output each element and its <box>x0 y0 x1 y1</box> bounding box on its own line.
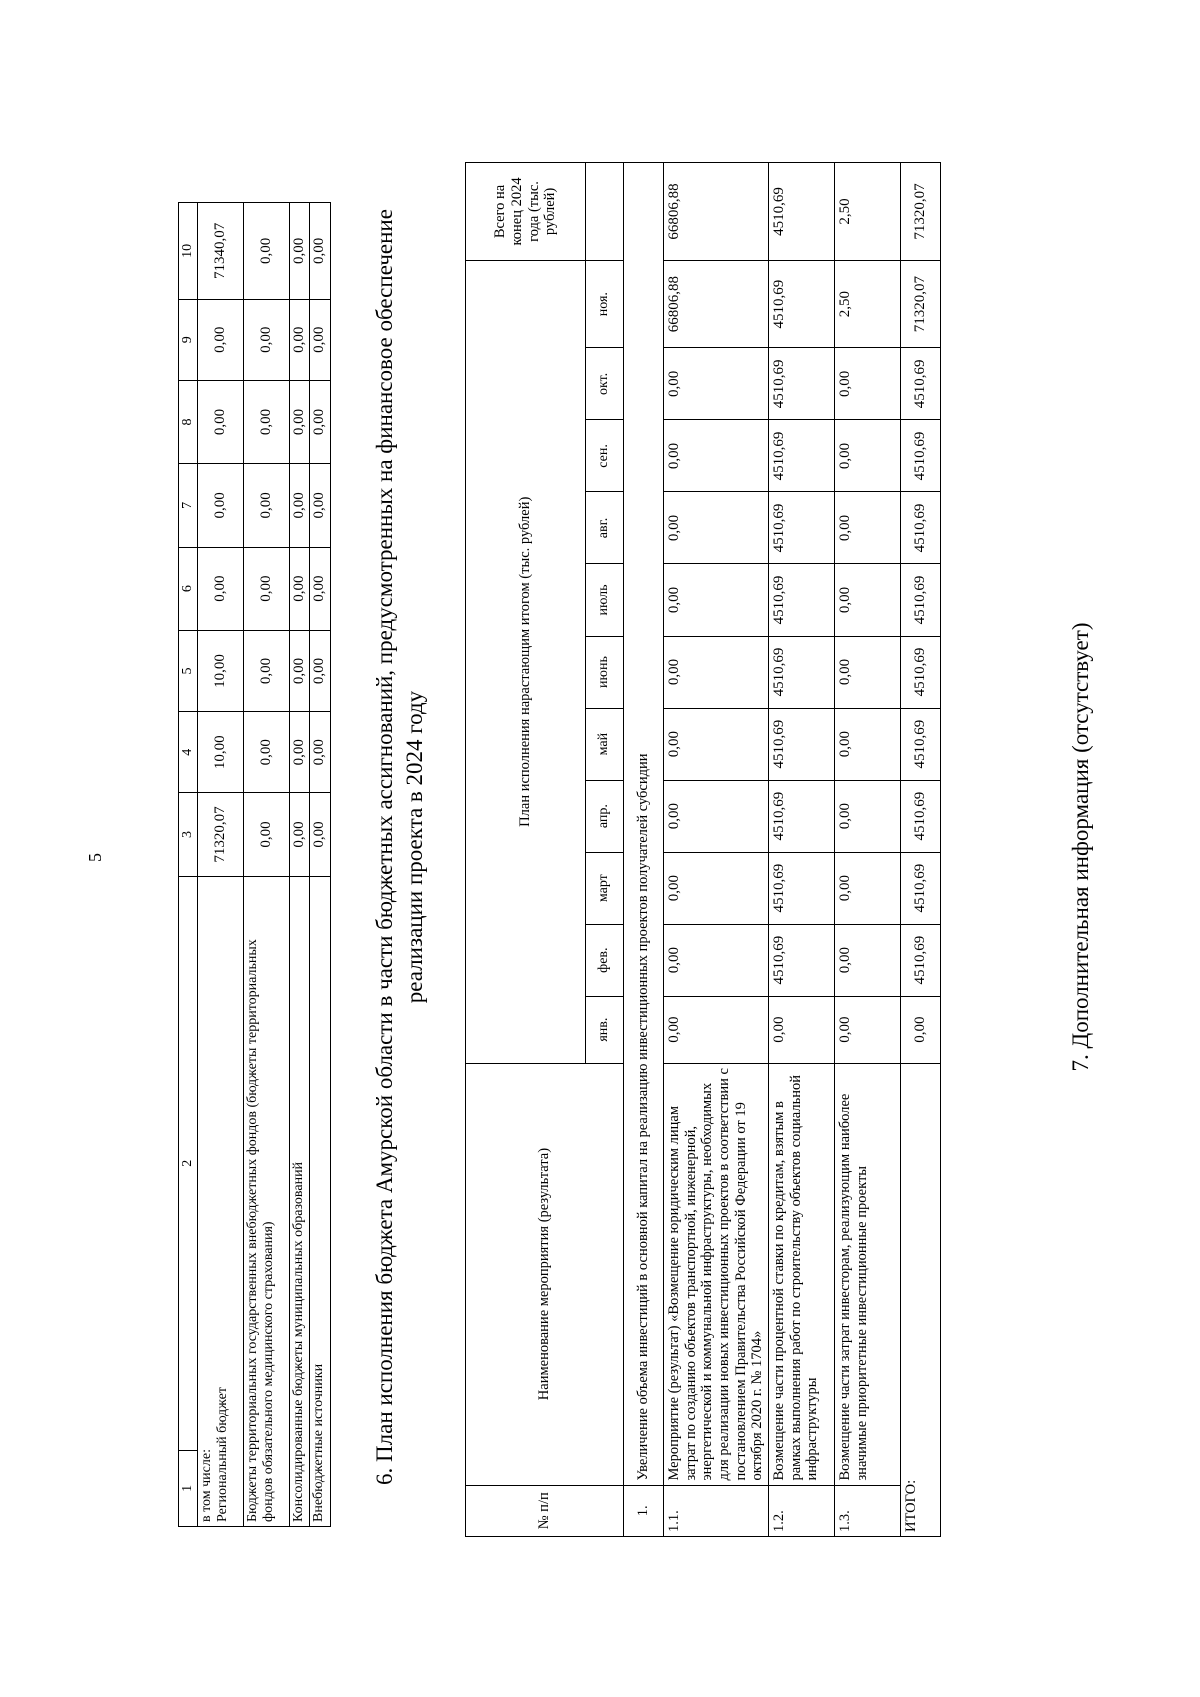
value-cell: 4510,69 <box>769 564 835 636</box>
month-header: авг. <box>586 492 624 564</box>
header-cell: 9 <box>179 299 198 380</box>
row-number: 1.2. <box>769 1485 835 1536</box>
row-label-line: в том числе: <box>199 1449 215 1522</box>
col-no-header: № п/п <box>466 1485 624 1536</box>
col-total-header: Всего на конец 2024 года (тыс. рублей) <box>466 163 586 261</box>
value-cell: 71320,07 <box>901 260 941 347</box>
month-header: окт. <box>586 348 624 420</box>
value-cell: 0,00 <box>198 380 244 463</box>
budget-plan-table <box>465 162 941 1537</box>
value-cell: 0,00 <box>835 780 901 852</box>
month-header: ноя. <box>586 260 624 347</box>
value-cell: 4510,69 <box>769 780 835 852</box>
table-row <box>769 163 835 1537</box>
total-cell: 2,50 <box>835 163 901 261</box>
row-label <box>198 876 244 1526</box>
row-number: 1.1. <box>664 1485 769 1536</box>
row-label <box>244 876 290 1526</box>
row-label <box>310 876 330 1526</box>
value-cell: 0,00 <box>835 996 901 1063</box>
value-cell: 0,00 <box>198 464 244 547</box>
value-cell: 0,00 <box>664 708 769 780</box>
header-cell: 6 <box>179 547 198 630</box>
value-cell: 0,00 <box>244 464 290 547</box>
value-cell: 0,00 <box>244 299 290 380</box>
value-cell: 4510,69 <box>901 708 941 780</box>
value-cell: 0,00 <box>664 636 769 708</box>
value-cell: 0,00 <box>310 203 330 300</box>
header-cell: 10 <box>179 203 198 300</box>
value-cell: 4510,69 <box>769 708 835 780</box>
row-number: 1.3. <box>835 1485 901 1536</box>
value-cell: 0,00 <box>835 492 901 564</box>
section-6-title-line: 6. План исполнения бюджета Амурской области в части бюджетных ассигнований, предусмотренных на финансовое обеспечение <box>372 209 397 1485</box>
header-cell: 3 <box>179 793 198 876</box>
table-row <box>310 203 330 1527</box>
table-row <box>198 203 244 1527</box>
month-header: сен. <box>586 420 624 492</box>
row-label-line: Региональный бюджет <box>215 1387 231 1522</box>
row-label-line: Внебюджетные источники <box>311 1363 327 1522</box>
value-cell: 0,00 <box>664 996 769 1063</box>
col-plan-header: План исполнения нарастающим итогом (тыс. рублей) <box>466 260 586 1063</box>
value-cell: 0,00 <box>244 712 290 793</box>
value-cell: 4510,69 <box>769 852 835 924</box>
table-row <box>290 203 310 1527</box>
value-cell: 4510,69 <box>769 348 835 420</box>
value-cell: 0,00 <box>835 564 901 636</box>
value-cell: 4510,69 <box>769 636 835 708</box>
header-cell: 1 <box>179 1450 198 1526</box>
value-cell: 0,00 <box>901 996 941 1063</box>
value-cell: 2,50 <box>835 260 901 347</box>
value-cell: 0,00 <box>244 203 290 300</box>
plan-header-row <box>466 163 586 1537</box>
value-cell: 71340,07 <box>198 203 244 300</box>
row-label-line: Бюджеты территориальных государственных внебюджетных фондов (бюджеты территориальных <box>245 939 261 1522</box>
group-number: 1. <box>624 1485 664 1536</box>
value-cell: 4510,69 <box>901 420 941 492</box>
month-header: янв. <box>586 996 624 1063</box>
section-6-title <box>370 157 430 1537</box>
value-cell: 0,00 <box>290 712 310 793</box>
empty-cell <box>586 163 624 261</box>
header-cell: 4 <box>179 712 198 793</box>
page-number: 5 <box>85 853 105 862</box>
value-cell: 0,00 <box>290 380 310 463</box>
table-row <box>244 203 290 1527</box>
value-cell: 0,00 <box>835 636 901 708</box>
value-cell: 10,00 <box>198 712 244 793</box>
value-cell: 0,00 <box>290 547 310 630</box>
value-cell: 0,00 <box>835 924 901 996</box>
value-cell: 0,00 <box>310 793 330 876</box>
row-label-line: фондов обязательного медицинского страхования) <box>261 1221 277 1522</box>
value-cell: 0,00 <box>835 852 901 924</box>
group-title: Увеличение объема инвестиций в основной капитал на реализацию инвестиционных проектов получателей субсидии <box>624 163 664 1486</box>
table-row <box>835 163 901 1537</box>
value-cell: 4510,69 <box>769 492 835 564</box>
value-cell: 0,00 <box>664 852 769 924</box>
value-cell: 0,00 <box>244 380 290 463</box>
month-header: июль <box>586 564 624 636</box>
total-row <box>901 163 941 1537</box>
value-cell: 4510,69 <box>901 924 941 996</box>
value-cell: 0,00 <box>664 924 769 996</box>
month-header: март <box>586 852 624 924</box>
value-cell: 4510,69 <box>769 420 835 492</box>
value-cell: 0,00 <box>290 464 310 547</box>
value-cell: 10,00 <box>198 630 244 711</box>
value-cell: 0,00 <box>290 203 310 300</box>
month-header: май <box>586 708 624 780</box>
value-cell: 0,00 <box>310 380 330 463</box>
value-cell: 0,00 <box>310 712 330 793</box>
value-cell: 0,00 <box>244 793 290 876</box>
total-cell: 4510,69 <box>769 163 835 261</box>
value-cell: 4510,69 <box>901 852 941 924</box>
section-6-title-line: реализации проекта в 2024 году <box>401 690 427 1004</box>
month-header: июнь <box>586 636 624 708</box>
row-name: Возмещение части процентной ставки по кредитам, взятым в рамках выполнения работ по строительству объектов социальной инфраструктуры <box>769 1063 835 1485</box>
value-cell: 0,00 <box>664 780 769 852</box>
col-name-header: Наименование мероприятия (результата) <box>466 1063 624 1485</box>
value-cell: 4510,69 <box>769 260 835 347</box>
value-cell: 0,00 <box>290 793 310 876</box>
row-label-line: Консолидированные бюджеты муниципальных образований <box>291 1161 307 1522</box>
row-name: Возмещение части затрат инвесторам, реализующим наиболее значимые приоритетные инвестиционные проекты <box>835 1063 901 1485</box>
value-cell: 0,00 <box>664 492 769 564</box>
value-cell: 4510,69 <box>901 564 941 636</box>
section-7-title: 7. Дополнительная информация (отсутствует) <box>1068 622 1093 1072</box>
value-cell: 0,00 <box>290 630 310 711</box>
value-cell: 0,00 <box>835 348 901 420</box>
header-cell: 5 <box>179 630 198 711</box>
value-cell: 0,00 <box>198 547 244 630</box>
value-cell: 66806,88 <box>664 260 769 347</box>
value-cell: 0,00 <box>198 299 244 380</box>
total-label: ИТОГО: <box>901 1063 941 1536</box>
value-cell: 0,00 <box>769 996 835 1063</box>
value-cell: 0,00 <box>835 708 901 780</box>
value-cell: 0,00 <box>244 630 290 711</box>
value-cell: 0,00 <box>244 547 290 630</box>
value-cell: 0,00 <box>664 564 769 636</box>
budget-summary-table <box>178 202 331 1527</box>
value-cell: 4510,69 <box>901 348 941 420</box>
value-cell: 4510,69 <box>901 636 941 708</box>
row-label <box>290 876 310 1526</box>
value-cell: 4510,69 <box>901 492 941 564</box>
value-cell: 0,00 <box>310 464 330 547</box>
header-cell: 8 <box>179 380 198 463</box>
value-cell: 0,00 <box>835 420 901 492</box>
table-header-row <box>179 203 198 1527</box>
value-cell: 0,00 <box>310 299 330 380</box>
table-row <box>664 163 769 1537</box>
total-cell: 66806,88 <box>664 163 769 261</box>
total-cell: 71320,07 <box>901 163 941 261</box>
header-cell: 2 <box>179 876 198 1450</box>
value-cell: 4510,69 <box>901 780 941 852</box>
value-cell: 0,00 <box>310 547 330 630</box>
value-cell: 0,00 <box>290 299 310 380</box>
group-row <box>624 163 664 1537</box>
value-cell: 0,00 <box>664 348 769 420</box>
value-cell: 4510,69 <box>769 924 835 996</box>
month-header: фев. <box>586 924 624 996</box>
month-header: апр. <box>586 780 624 852</box>
value-cell: 71320,07 <box>198 793 244 876</box>
value-cell: 0,00 <box>664 420 769 492</box>
row-name: Мероприятие (результат) «Возмещение юридическим лицам затрат по созданию объектов транспортной, инженерной, энергетической и коммунальной инфраструктуры, необходимых для реализации новых инвестиционных проектов в соответствии с постановлением Правительства Российской Федерации от 19 октября 2020 г. № 1704» <box>664 1063 769 1485</box>
value-cell: 0,00 <box>310 630 330 711</box>
header-cell: 7 <box>179 464 198 547</box>
